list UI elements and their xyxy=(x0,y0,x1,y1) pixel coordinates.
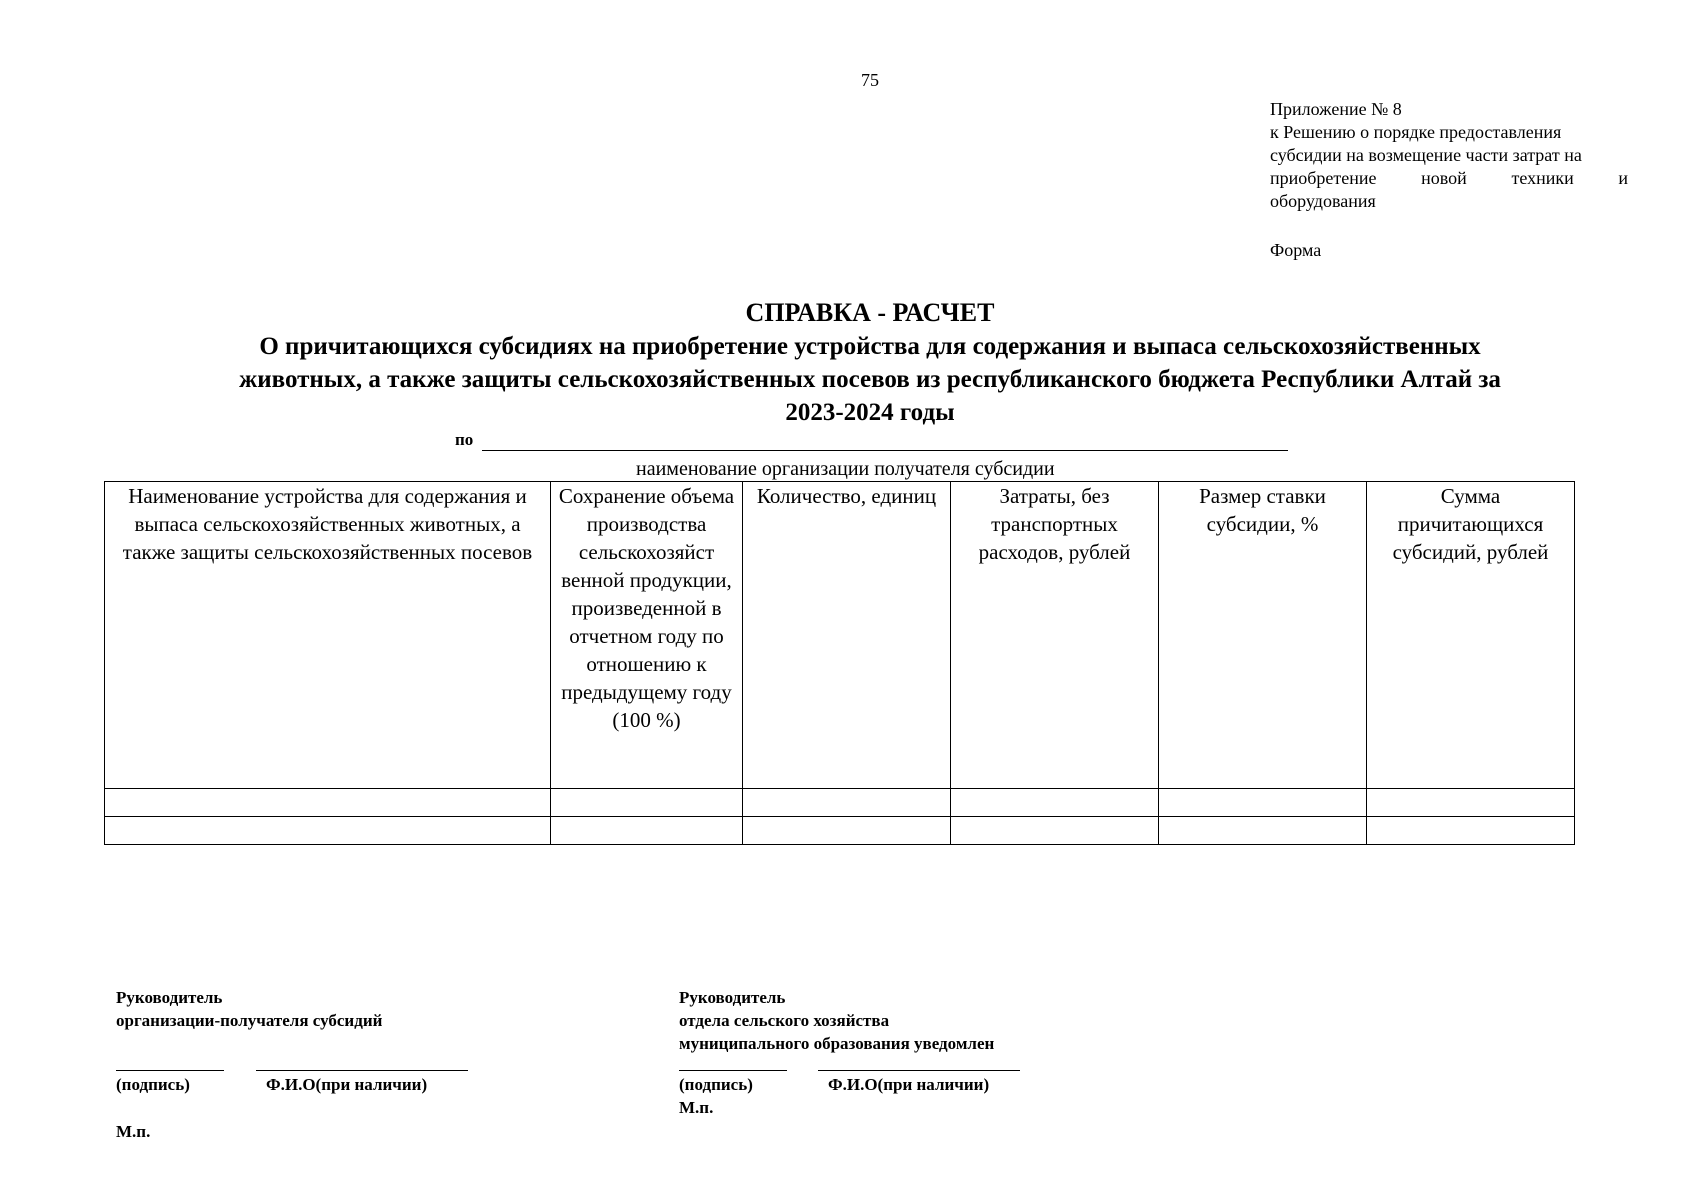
column-header-quantity: Количество, единиц xyxy=(743,482,951,789)
table-row xyxy=(105,817,1575,845)
recipient-name-field[interactable] xyxy=(482,450,1288,451)
table-cell[interactable] xyxy=(743,789,951,817)
table-cell[interactable] xyxy=(551,817,743,845)
signature-label-recipient: (подпись) xyxy=(116,1075,190,1094)
appendix-note xyxy=(1270,98,1628,213)
page-number: 75 xyxy=(861,70,879,90)
column-header-subsidy-rate: Размер ставки субсидии, % xyxy=(1159,482,1367,789)
table-row xyxy=(105,789,1575,817)
signature-line-recipient[interactable] xyxy=(116,1070,224,1071)
table-cell[interactable] xyxy=(551,789,743,817)
title-sub-line-2: животных, а также защиты сельскохозяйственных посевов из республиканского бюджета Республики Алтай за xyxy=(239,366,1501,393)
column-header-costs: Затраты, без транспортных расходов, рублей xyxy=(951,482,1159,789)
appendix-line-3: субсидии на возмещение части затрат на xyxy=(1270,145,1582,165)
appendix-line-1: Приложение № 8 xyxy=(1270,99,1402,119)
signature-role-line-1: Руководитель xyxy=(679,988,786,1007)
signature-label-agriculture-dept: (подпись) xyxy=(679,1075,753,1094)
name-label-recipient: Ф.И.О(при наличии) xyxy=(266,1075,428,1094)
table-cell[interactable] xyxy=(951,817,1159,845)
signature-block-recipient xyxy=(116,986,382,1032)
recipient-prefix: по xyxy=(455,430,474,449)
column-header-subsidy-sum: Сумма причитающихся субсидий, рублей xyxy=(1367,482,1575,789)
title-main: СПРАВКА - РАСЧЕТ xyxy=(745,298,995,327)
signature-role-line-1: Руководитель xyxy=(116,988,223,1007)
signature-role-line-2: отдела сельского хозяйства xyxy=(679,1011,890,1030)
table-cell[interactable] xyxy=(1367,789,1575,817)
recipient-caption: наименование организации получателя субсидии xyxy=(636,458,1055,480)
table-cell[interactable] xyxy=(1367,817,1575,845)
table-cell[interactable] xyxy=(1159,817,1367,845)
name-label-agriculture-dept: Ф.И.О(при наличии) xyxy=(828,1075,990,1094)
signature-role-line-3: муниципального образования уведомлен xyxy=(679,1034,995,1053)
form-label: Форма xyxy=(1270,240,1322,260)
appendix-line-2: к Решению о порядке предоставления xyxy=(1270,122,1562,142)
calculation-table xyxy=(104,481,1575,845)
name-line-recipient[interactable] xyxy=(256,1070,468,1071)
name-line-agriculture-dept[interactable] xyxy=(818,1070,1020,1071)
table-cell[interactable] xyxy=(951,789,1159,817)
appendix-line-4: приобретение новой техники и xyxy=(1270,168,1628,188)
signature-line-agriculture-dept[interactable] xyxy=(679,1070,787,1071)
title-sub-line-3: 2023-2024 годы xyxy=(785,399,955,426)
appendix-line-5: оборудования xyxy=(1270,191,1376,211)
stamp-label-recipient: М.п. xyxy=(116,1122,151,1141)
table-cell[interactable] xyxy=(743,817,951,845)
table-cell[interactable] xyxy=(105,789,551,817)
signature-block-agriculture-dept xyxy=(679,986,994,1055)
document-title xyxy=(100,296,1640,429)
title-sub-line-1: О причитающихся субсидиях на приобретение устройства для содержания и выпаса сельскохозяйственных xyxy=(259,333,1481,360)
stamp-label-agriculture-dept: М.п. xyxy=(679,1098,714,1117)
signature-role-line-2: организации-получателя субсидий xyxy=(116,1011,383,1030)
table-cell[interactable] xyxy=(105,817,551,845)
table-header-row xyxy=(105,482,1575,789)
column-header-production-volume: Сохранение объема производства сельскохозяйст венной продукции, произведенной в отчетном году по отношению к предыдущему году (100 %) xyxy=(551,482,743,789)
table-cell[interactable] xyxy=(1159,789,1367,817)
column-header-device-name: Наименование устройства для содержания и выпаса сельскохозяйственных животных, а также защиты сельскохозяйственных посевов xyxy=(105,482,551,789)
